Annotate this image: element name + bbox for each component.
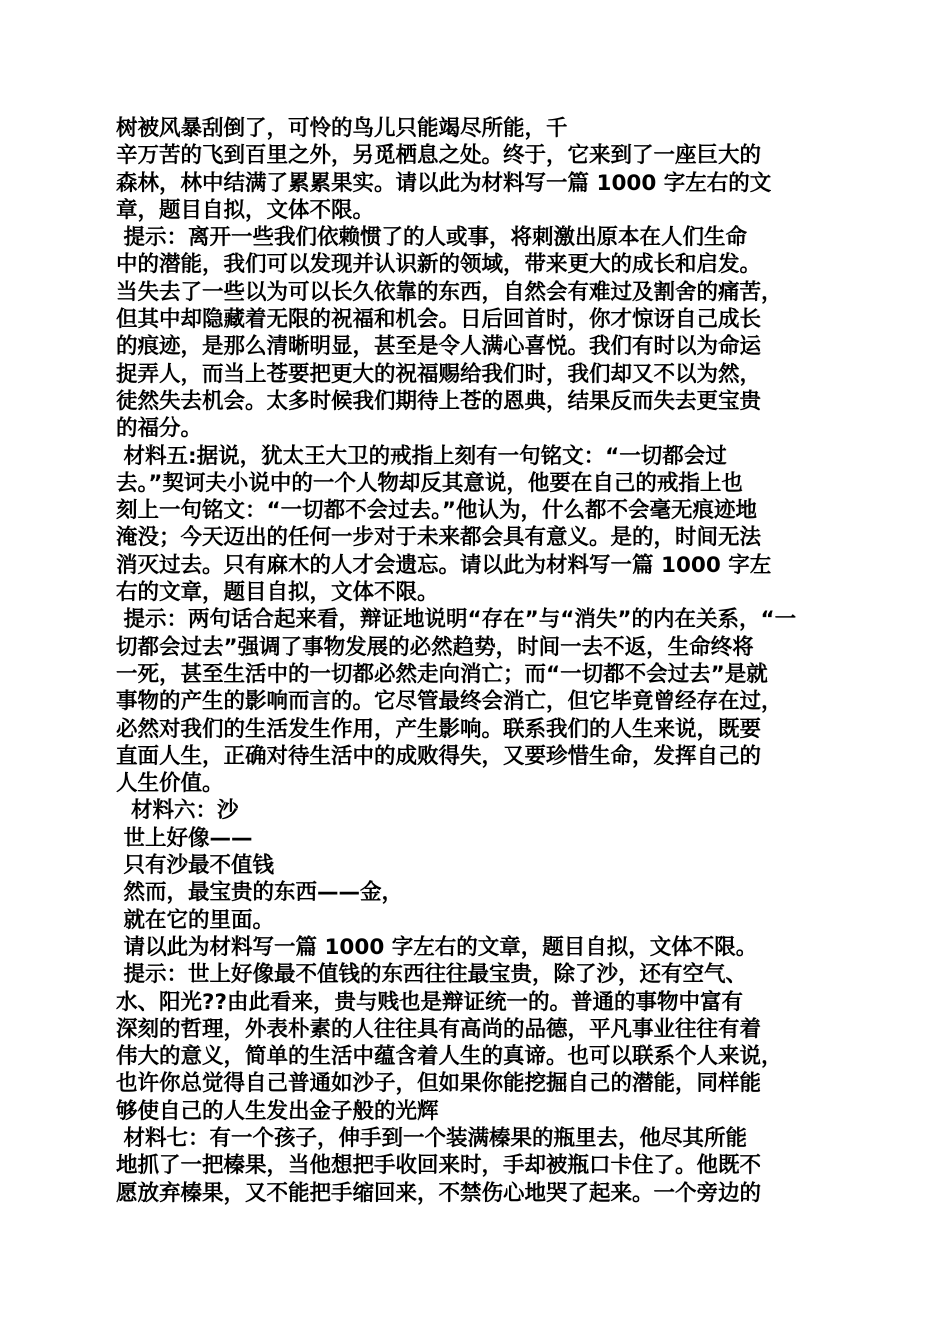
text-line: 材料六：沙 xyxy=(116,798,239,824)
text-line: 章，题目自拟，文体不限。 xyxy=(116,197,375,223)
text-line: 树被风暴刮倒了，可怜的鸟儿只能竭尽所能，千 xyxy=(116,116,568,141)
text-line: 人生价值。 xyxy=(116,771,224,797)
text-line: 愿放弃榛果，又不能把手缩回来，不禁伤心地哭了起来。一个旁边的 xyxy=(116,1180,762,1206)
text-line: 消灭过去。只有麻木的人才会遗忘。请以此为材料写一篇 1000 字左 xyxy=(116,552,772,578)
text-line: 但其中却隐藏着无限的祝福和机会。日后回首时，你才惊讶自己成长 xyxy=(116,307,762,333)
text-line: 提示：世上好像最不值钱的东西往往最宝贵，除了沙，还有空气、 xyxy=(116,962,747,988)
text-line: 去。”契诃夫小说中的一个人物却反其意说，他要在自己的戒指上也 xyxy=(116,470,743,496)
text-line: 地抓了一把榛果，当他想把手收回来时，手却被瓶口卡住了。他既不 xyxy=(116,1153,762,1179)
text-line: 够使自己的人生发出金子般的光辉 xyxy=(116,1098,439,1124)
text-line: 辛万苦的飞到百里之外，另觅栖息之处。终于，它来到了一座巨大的 xyxy=(116,143,762,169)
text-line: 只有沙最不值钱 xyxy=(116,853,274,879)
text-line: 也许你总觉得自己普通如沙子，但如果你能挖掘自己的潜能，同样能 xyxy=(116,1071,762,1097)
text-line: 材料七：有一个孩子，伸手到一个装满榛果的瓶里去，他尽其所能 xyxy=(116,1125,747,1151)
text-line: 深刻的哲理，外表朴素的人往往具有高尚的品德，平凡事业往往有着 xyxy=(116,1016,762,1042)
text-line: 切都会过去”强调了事物发展的必然趋势，时间一去不返，生命终将 xyxy=(116,634,754,660)
text-line: 伟大的意义，简单的生活中蕴含着人生的真谛。也可以联系个人来说， xyxy=(116,1044,783,1070)
text-line: 一死，甚至生活中的一切都必然走向消亡；而“一切都不会过去”是就 xyxy=(116,661,768,687)
text-line: 就在它的里面。 xyxy=(116,907,274,933)
text-line: 请以此为材料写一篇 1000 字左右的文章，题目自拟，文体不限。 xyxy=(116,934,758,960)
text-line: 中的潜能，我们可以发现并认识新的领域，带来更大的成长和启发。 xyxy=(116,252,762,278)
text-line: 捉弄人，而当上苍要把更大的祝福赐给我们时，我们却又不以为然， xyxy=(116,361,762,387)
text-line: 的痕迹，是那么清晰明显，甚至是令人满心喜悦。我们有时以为命运 xyxy=(116,334,762,360)
text-line: 直面人生，正确对待生活中的成败得失，又要珍惜生命，发挥自己的 xyxy=(116,743,762,769)
text-line: 淹没；今天迈出的任何一步对于未来都会具有意义。是的，时间无法 xyxy=(116,525,762,551)
text-line: 事物的产生的影响而言的。它尽管最终会消亡，但它毕竟曾经存在过， xyxy=(116,689,783,715)
text-line: 当失去了一些以为可以长久依靠的东西，自然会有难过及割舍的痛苦， xyxy=(116,279,783,305)
document-body xyxy=(116,115,846,1207)
text-line: 徒然失去机会。太多时候我们期待上苍的恩典，结果反而失去更宝贵 xyxy=(116,388,762,414)
text-line: 然而，最宝贵的东西——金， xyxy=(116,880,403,906)
text-line: 材料五:据说，犹太王大卫的戒指上刻有一句铭文：“一切都会过 xyxy=(116,443,727,469)
text-line: 水、阳光??由此看来，贵与贱也是辩证统一的。普通的事物中富有 xyxy=(116,989,743,1015)
text-line: 右的文章，题目自拟，文体不限。 xyxy=(116,580,439,606)
text-line: 必然对我们的生活发生作用，产生影响。联系我们的人生来说，既要 xyxy=(116,716,762,742)
text-line: 森林，林中结满了累累果实。请以此为材料写一篇 1000 字左右的文 xyxy=(116,170,772,196)
text-line: 刻上一句铭文：“一切都不会过去。”他认为，什么都不会毫无痕迹地 xyxy=(116,498,758,524)
text-line: 的福分。 xyxy=(116,416,203,442)
text-line: 提示：两句话合起来看，辩证地说明“存在”与“消失”的内在关系，“一 xyxy=(116,607,797,633)
text-line: 世上好像—— xyxy=(116,825,253,851)
text-line: 提示：离开一些我们依赖惯了的人或事，将刺激出原本在人们生命 xyxy=(116,225,747,251)
